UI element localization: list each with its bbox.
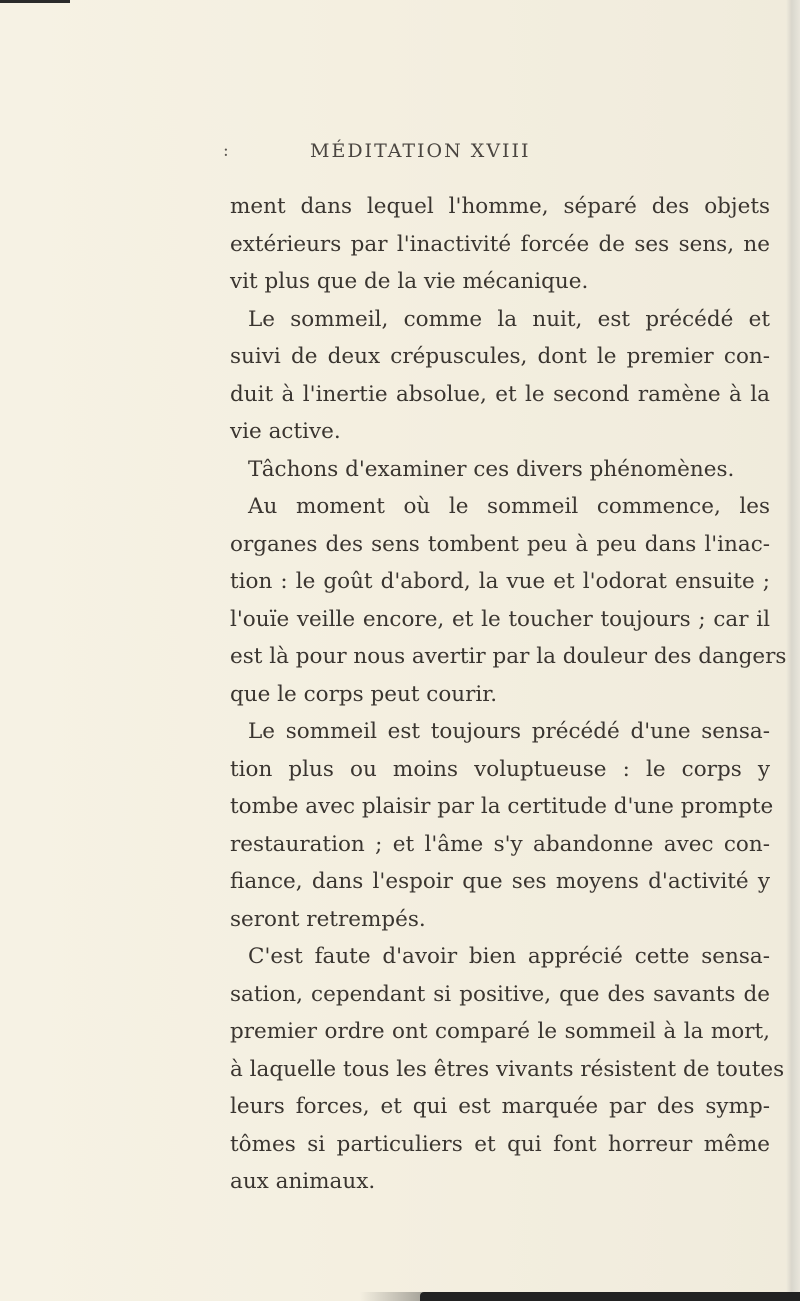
text-line: organes des sens tombent peu à peu dans l'inac- [230, 531, 770, 557]
text-line: l'ouïe veille encore, et le toucher toujours ; car il [230, 606, 770, 632]
text-line: est là pour nous avertir par la douleur des dangers [230, 644, 787, 669]
body-text [230, 188, 787, 1201]
text-line: aux animaux. [230, 1169, 376, 1194]
text-line: fiance, dans l'espoir que ses moyens d'activité y [230, 869, 770, 894]
scan-edge-bottom [420, 1292, 800, 1301]
text-line: Au moment où le sommeil commence, les [248, 494, 770, 519]
page-edge-right [786, 0, 800, 1301]
text-line: à laquelle tous les êtres vivants résistent de toutes [230, 1056, 785, 1082]
text-line: vit plus que de la vie mécanique. [230, 269, 589, 294]
scan-edge-top [0, 0, 70, 3]
text-line: tion plus ou moins voluptueuse : le corps y [230, 756, 770, 782]
text-line: tômes si particuliers et qui font horreur même [230, 1131, 770, 1157]
text-line: vie active. [230, 419, 341, 444]
text-line: suivi de deux crépuscules, dont le premier con- [230, 344, 770, 369]
text-line: C'est faute d'avoir bien apprécié cette sensa- [248, 944, 770, 969]
text-line: restauration ; et l'âme s'y abandonne avec con- [230, 831, 770, 857]
text-line: extérieurs par l'inactivité forcée de ses sens, ne [230, 231, 770, 257]
text-line: leurs forces, et qui est marquée par des symp- [230, 1094, 770, 1119]
running-title: MÉDITATION XVIII [310, 140, 531, 162]
text-line: Tâchons d'examiner ces divers phénomènes. [248, 456, 735, 482]
text-line: sation, cependant si positive, que des savants de [230, 981, 770, 1007]
text-line: tion : le goût d'abord, la vue et l'odorat ensuite ; [230, 569, 770, 594]
text-line: que le corps peut courir. [230, 681, 498, 707]
text-line: Le sommeil, comme la nuit, est précédé et [248, 306, 770, 332]
text-line: tombe avec plaisir par la certitude d'une prompte [230, 794, 774, 819]
text-line: premier ordre ont comparé le sommeil à la mort, [230, 1019, 770, 1044]
text-line: Le sommeil est toujours précédé d'une sensa- [248, 719, 770, 744]
text-line: ment dans lequel l'homme, séparé des objets [230, 194, 770, 219]
text-line: seront retrempés. [230, 906, 426, 932]
text-line: duit à l'inertie absolue, et le second ramène à la [230, 381, 770, 407]
page-number: : [223, 141, 229, 161]
